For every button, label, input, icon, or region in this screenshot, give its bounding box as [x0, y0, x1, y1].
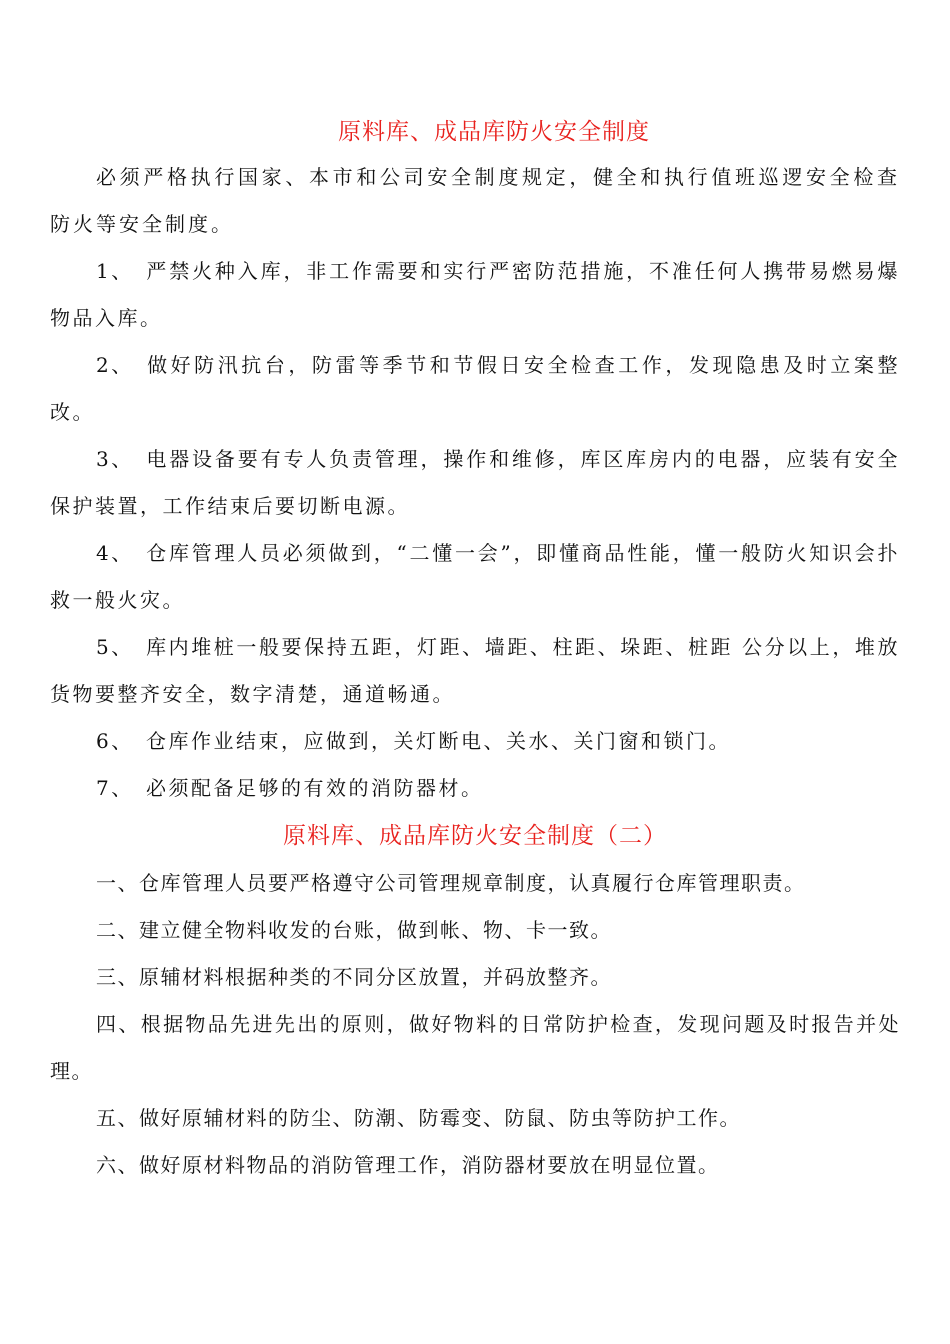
document-page: [50, 110, 900, 1189]
rule-text: 仓库作业结束，应做到，关灯断电、关水、关门窗和锁门。: [146, 729, 731, 753]
rule-number: 1、: [96, 259, 134, 283]
rule-number: 5、: [96, 635, 134, 659]
rule-item-2: [50, 342, 900, 436]
rule-number: 6、: [96, 729, 134, 753]
rule-number: 3、: [96, 447, 134, 471]
rule-item-6: [50, 718, 900, 765]
rule-item-1: [50, 248, 900, 342]
rule-item-six: 六、做好原材料物品的消防管理工作，消防器材要放在明显位置。: [96, 1153, 720, 1177]
rule-item-4: [50, 530, 900, 624]
rule-number: 4、: [96, 541, 134, 565]
rule-item-three: 三、原辅材料根据种类的不同分区放置，并码放整齐。: [96, 965, 612, 989]
rule-text: 库内堆桩一般要保持五距，灯距、墙距、柱距、垛距、桩距 公分以上，堆放货物要整齐安全，数字清楚，通道畅通。: [50, 635, 900, 706]
rule-item-5: [50, 624, 900, 718]
rule-text: 做好防汛抗台，防雷等季节和节假日安全检查工作，发现隐患及时立案整改。: [50, 353, 900, 424]
document-title: 原料库、成品库防火安全制度: [338, 119, 650, 145]
rule-item-3: [50, 436, 900, 530]
rule-item-two: 二、建立健全物料收发的台账，做到帐、物、卡一致。: [96, 918, 612, 942]
rule-item-four: 四、根据物品先进先出的原则，做好物料的日常防护检查，发现问题及时报告并处理。: [50, 1012, 900, 1083]
rule-text: 严禁火种入库，非工作需要和实行严密防范措施，不准任何人携带易燃易爆物品入库。: [50, 259, 900, 330]
rule-text: 电器设备要有专人负责管理，操作和维修，库区库房内的电器，应装有安全保护装置，工作结束后要切断电源。: [50, 447, 900, 518]
intro-paragraph: 必须严格执行国家、本市和公司安全制度规定，健全和执行值班巡逻安全检查防火等安全制度。: [50, 165, 900, 236]
rule-number: 7、: [96, 776, 134, 800]
rule-item-7: [50, 765, 900, 812]
rule-number: 2、: [96, 353, 134, 377]
rule-text: 仓库管理人员必须做到，“二懂一会”，即懂商品性能，懂一般防火知识会扑救一般火灾。: [50, 541, 900, 612]
rule-item-one: 一、仓库管理人员要严格遵守公司管理规章制度，认真履行仓库管理职责。: [96, 871, 806, 895]
rule-item-five: 五、做好原辅材料的防尘、防潮、防霉变、防鼠、防虫等防护工作。: [96, 1106, 741, 1130]
section-2-title: 原料库、成品库防火安全制度（二）: [283, 823, 667, 849]
rule-text: 必须配备足够的有效的消防器材。: [146, 776, 484, 800]
